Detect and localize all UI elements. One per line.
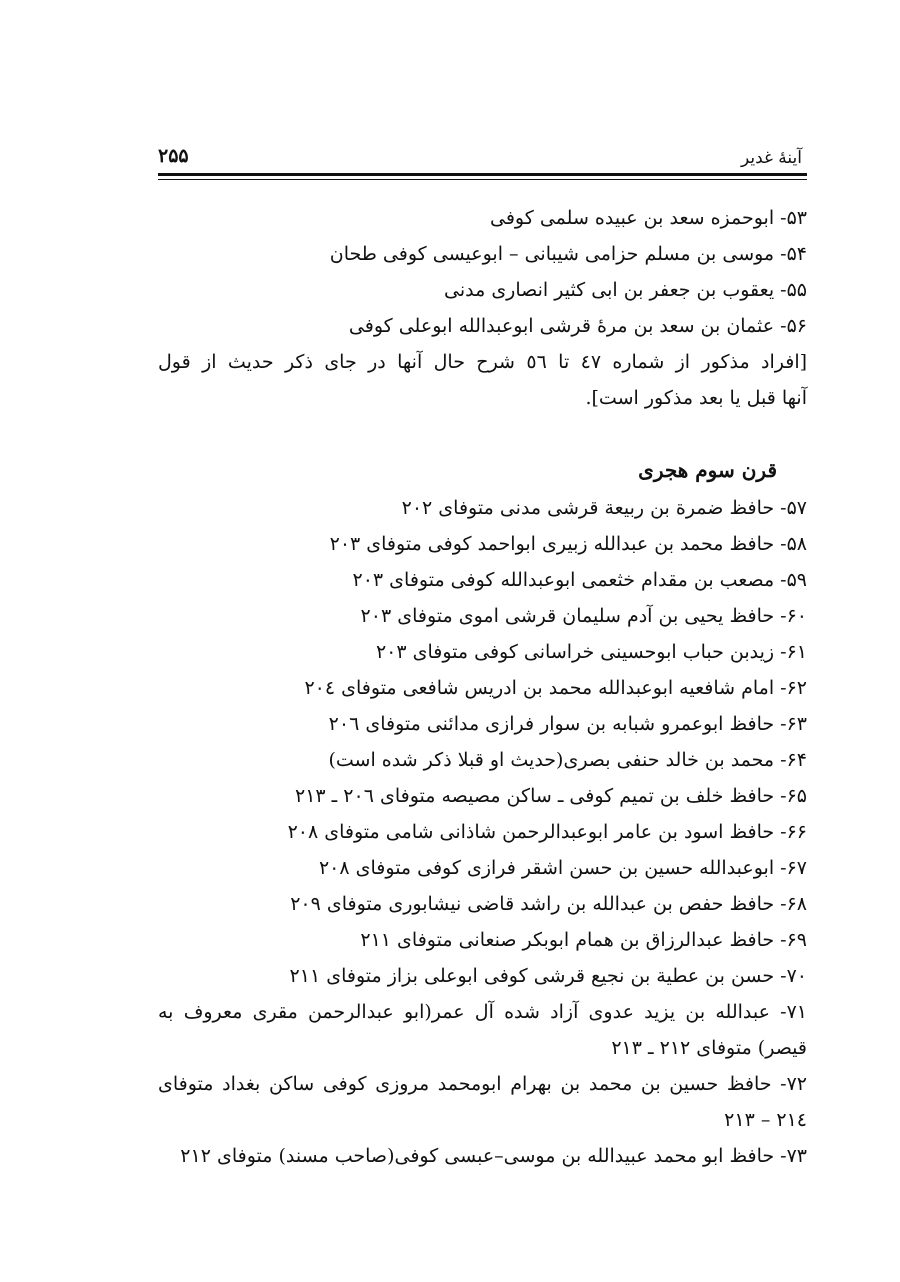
list-item: ۶۲- امام شافعیه ابوعبدالله محمد بن ادریس شافعی متوفای ٢٠٤ [304, 677, 807, 699]
header-rule-thick [158, 173, 807, 176]
page-number: ۲۵۵ [158, 145, 189, 167]
list-item: ۶۸- حافظ حفص بن عبدالله بن راشد قاضی نیشابوری متوفای ۲۰۹ [290, 893, 807, 915]
section-heading: قرن سوم هجری [638, 458, 777, 482]
list-item-continuation: ۲۱٤ – ۲۱۳ [724, 1109, 807, 1131]
running-header-title: آینهٔ غدیر [740, 148, 802, 168]
list-item: ۵۸- حافظ محمد بن عبدالله زبیری ابواحمد کوفی متوفای ۲۰۳ [329, 533, 807, 555]
list-item: ۶۴- محمد بن خالد حنفی بصری(حدیث او قبلا ذکر شده است) [328, 749, 807, 771]
list-item: ۷۳- حافظ ابو محمد عبیدالله بن موسی–عبسی کوفی(صاحب مسند) متوفای ۲۱۲ [180, 1145, 807, 1167]
list-item: ۵۹- مصعب بن مقدام خثعمی ابوعبدالله کوفی متوفای ۲۰۳ [352, 569, 807, 591]
list-item: ۶۰- حافظ یحیی بن آدم سلیمان قرشی اموی متوفای ۲۰۳ [360, 605, 807, 627]
list-item: ۵۳- ابوحمزه سعد بن عبیده سلمی کوفی [490, 207, 807, 229]
section-spacer [158, 416, 807, 450]
list-item: ۷۲- حافظ حسین بن محمد بن بهرام ابومحمد مروزی کوفی ساکن بغداد متوفای [158, 1073, 807, 1095]
list-item-continuation: قیصر) متوفای ۲۱۲ ـ ۲۱۳ [611, 1037, 807, 1059]
list-item: ۶۱- زیدبن حباب ابوحسینی خراسانی کوفی متوفای ۲۰۳ [375, 641, 807, 663]
list-item: ۵۶- عثمان بن سعد بن مرهٔ قرشی ابوعبدالله ابوعلی کوفی [348, 315, 807, 337]
list-item: ۶۹- حافظ عبدالرزاق بن همام ابوبکر صنعانی متوفای ۲۱۱ [360, 929, 807, 951]
list-item: ۶۳- حافظ ابوعمرو شبابه بن سوار فرازی مدائنی متوفای ٢٠٦ [328, 713, 807, 735]
list-item: ۶۶- حافظ اسود بن عامر ابوعبدالرحمن شاذانی شامی متوفای ۲۰۸ [287, 821, 807, 843]
header-rule-thin [158, 179, 807, 180]
list-item: ۷۰- حسن بن عطیة بن نجیع قرشی کوفی ابوعلی بزاز متوفای ۲۱۱ [289, 965, 807, 987]
list-item: ۷۱- عبدالله بن یزید عدوی آزاد شده آل عمر(ابو عبدالرحمن مقری معروف به [158, 1001, 807, 1023]
list-item: ۶۵- حافظ خلف بن تمیم کوفی ـ ساکن مصیصه متوفای ٢٠٦ ـ ۲۱۳ [295, 785, 807, 807]
note-line: آنها قبل یا بعد مذکور است]. [585, 387, 807, 409]
list-item: ۵۵- یعقوب بن جعفر بن ابی کثیر انصاری مدنی [444, 279, 807, 301]
list-item: ۵۷- حافظ ضمرة بن ربیعة قرشی مدنی متوفای ۲۰۲ [401, 497, 807, 519]
page-body [158, 200, 807, 1174]
list-item: ۶۷- ابوعبدالله حسین بن حسن اشقر فرازی کوفی متوفای ۲۰۸ [318, 857, 807, 879]
note-line: [افراد مذکور از شماره ٤٧ تا ٥٦ شرح حال آنها در جای ذکر حدیث از قول [158, 351, 808, 373]
list-item: ۵۴- موسی بن مسلم حزامی شیبانی – ابوعیسی کوفی طحان [329, 243, 807, 265]
